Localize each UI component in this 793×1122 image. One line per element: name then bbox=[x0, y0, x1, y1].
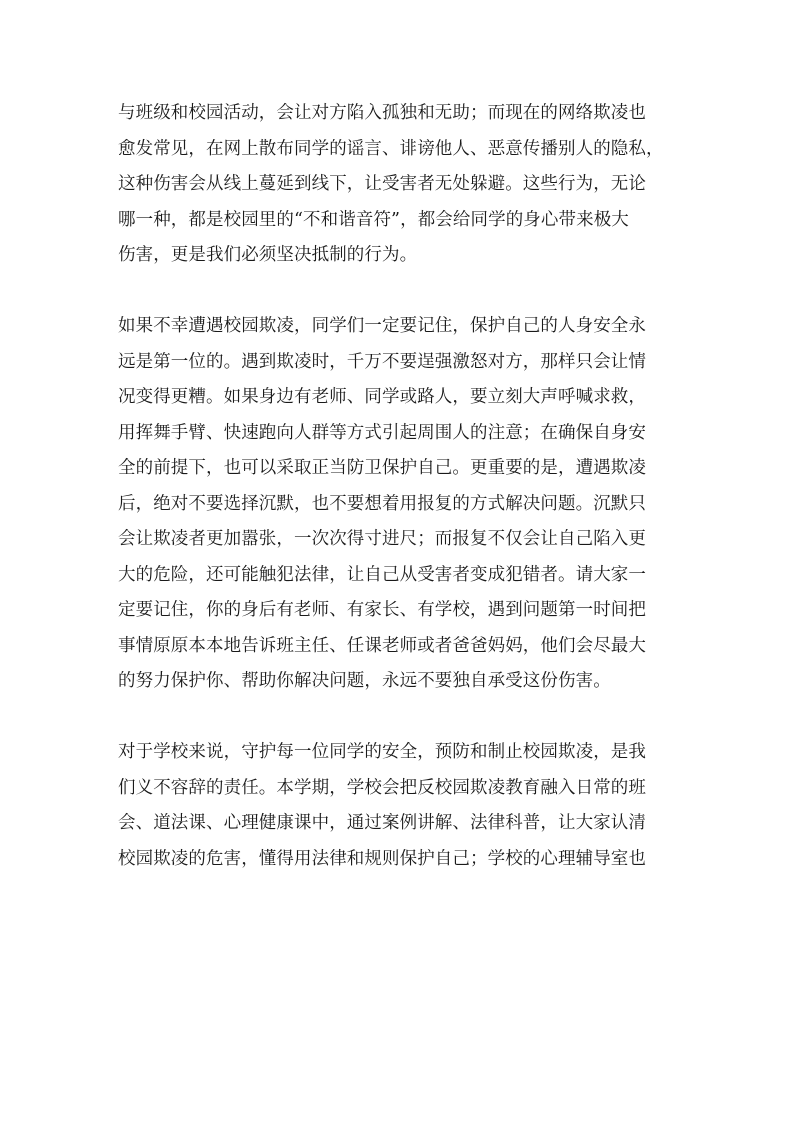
text-line: 事情原原本本地告诉班主任、任课老师或者爸爸妈妈，他们会尽最大 bbox=[118, 635, 646, 656]
paragraph-1 bbox=[118, 96, 678, 274]
text-line: 后，绝对不要选择沉默，也不要想着用报复的方式解决问题。沉默只 bbox=[118, 493, 646, 514]
paragraph-3 bbox=[118, 735, 678, 877]
text-line: 愈发常见，在网上散布同学的谣言、诽谤他人、恶意传播别人的隐私， bbox=[118, 138, 664, 159]
text-line: 哪一种，都是校园里的“不和谐音符”，都会给同学的身心带来极大 bbox=[118, 209, 629, 230]
text-line: 们义不容辞的责任。本学期，学校会把反校园欺凌教育融入日常的班 bbox=[118, 777, 646, 798]
text-line: 对于学校来说，守护每一位同学的安全，预防和制止校园欺凌，是我 bbox=[118, 742, 646, 762]
text-line: 会让欺凌者更加嚣张，一次次得寸进尺；而报复不仅会让自己陷入更 bbox=[118, 529, 646, 549]
paragraph-2 bbox=[118, 309, 678, 700]
text-line: 会、道法课、心理健康课中，通过案例讲解、法律科普，让大家认清 bbox=[118, 813, 646, 833]
text-line: 况变得更糟。如果身边有老师、同学或路人，要立刻大声呼喊求救， bbox=[118, 387, 646, 407]
text-line: 如果不幸遭遇校园欺凌，同学们一定要记住，保护自己的人身安全永 bbox=[118, 316, 646, 336]
text-line: 校园欺凌的危害，懂得用法律和规则保护自己；学校的心理辅导室也 bbox=[118, 848, 646, 869]
text-line: 大的危险，还可能触犯法律，让自己从受害者变成犯错者。请大家一 bbox=[118, 564, 646, 585]
text-line: 远是第一位的。遇到欺凌时，千万不要逞强激怒对方，那样只会让情 bbox=[118, 351, 646, 372]
text-line: 用挥舞手臂、快速跑向人群等方式引起周围人的注意；在确保自身安 bbox=[118, 422, 646, 443]
text-line: 定要记住，你的身后有老师、有家长、有学校，遇到问题第一时间把 bbox=[118, 600, 646, 620]
document-body bbox=[118, 96, 678, 877]
text-line: 的努力保护你、帮助你解决问题，永远不要独自承受这份伤害。 bbox=[118, 671, 611, 691]
text-line: 伤害，更是我们必须坚决抵制的行为。 bbox=[118, 245, 418, 265]
text-line: 全的前提下，也可以采取正当防卫保护自己。更重要的是，遭遇欺凌 bbox=[118, 458, 646, 478]
text-line: 这种伤害会从线上蔓延到线下，让受害者无处躲避。这些行为，无论 bbox=[118, 174, 646, 194]
text-line: 与班级和校园活动，会让对方陷入孤独和无助；而现在的网络欺凌也 bbox=[118, 103, 646, 123]
